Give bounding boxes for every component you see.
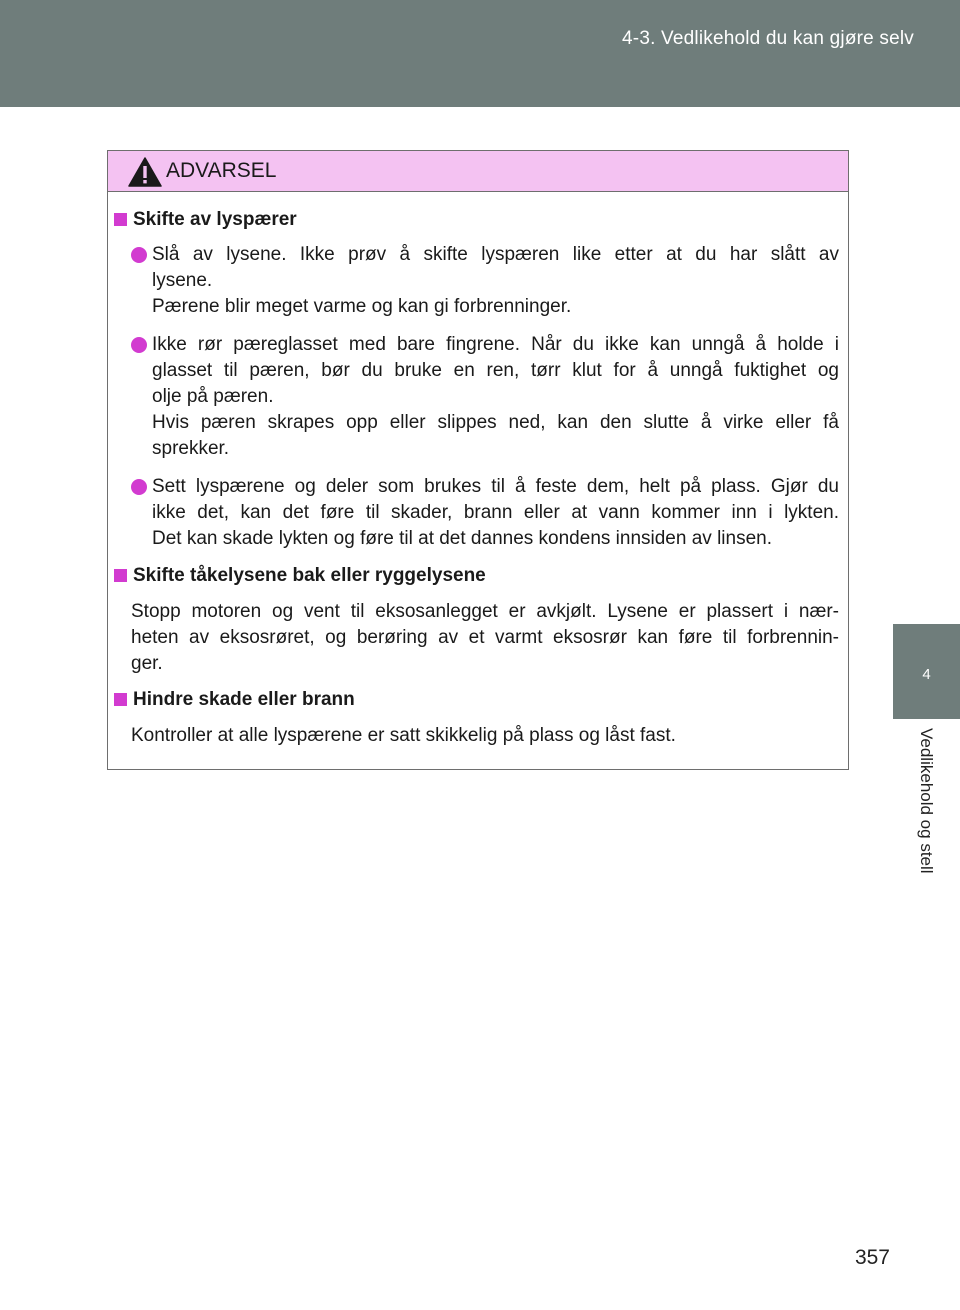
square-bullet-icon	[114, 569, 127, 582]
chapter-tab	[893, 624, 960, 719]
section-title: 4-3. Vedlikehold du kan gjøre selv	[622, 28, 914, 49]
section-heading: Skifte av lyspærer	[114, 207, 297, 233]
chapter-number: 4	[922, 666, 931, 683]
warning-header	[108, 151, 848, 192]
square-bullet-icon	[114, 213, 127, 226]
section-heading: Skifte tåkelysene bak eller ryggelysene	[114, 563, 486, 589]
list-item: Ikke rør pæreglasset med bare fingrene. Når du ikke kan unngå å holde i glasset til pæren, bør du bruke en ren, tørr klut for å unngå fuktighet og olje på pæren. Hvis pæren skrapes opp eller slippes ned, kan den slutte å virke eller få sprekker.	[131, 332, 839, 462]
section-paragraph: Stopp motoren og vent til eksosanlegget er avkjølt. Lysene er plassert i nær- heten av eksosrøret, og berøring av et varmt eksosrør kan føre til forbrennin- ger.	[131, 601, 839, 674]
section-paragraph: Kontroller at alle lyspærene er satt skikkelig på plass og låst fast.	[131, 725, 676, 746]
warning-triangle-icon	[128, 157, 162, 187]
warning-title: ADVARSEL	[166, 159, 277, 182]
warning-box	[107, 150, 849, 770]
list-item: Sett lyspærene og deler som brukes til å feste dem, helt på plass. Gjør du ikke det, kan det føre til skader, brann eller at vann kommer inn i lykten. Det kan skade lykten og føre til at det dannes kondens innsiden av linsen.	[131, 474, 839, 552]
list-item: Slå av lysene. Ikke prøv å skifte lyspæren like etter at du har slått av lysene. Pærene blir meget varme og kan gi forbrenninger.	[131, 242, 839, 320]
chapter-label: Vedlikehold og stell	[917, 728, 936, 874]
page-number: 357	[854, 1246, 890, 1269]
chapter-label-container	[893, 720, 960, 1020]
header-bar	[0, 0, 960, 107]
circle-bullet-icon	[131, 479, 147, 495]
section-heading: Hindre skade eller brann	[114, 687, 355, 713]
square-bullet-icon	[114, 693, 127, 706]
circle-bullet-icon	[131, 337, 147, 353]
circle-bullet-icon	[131, 247, 147, 263]
